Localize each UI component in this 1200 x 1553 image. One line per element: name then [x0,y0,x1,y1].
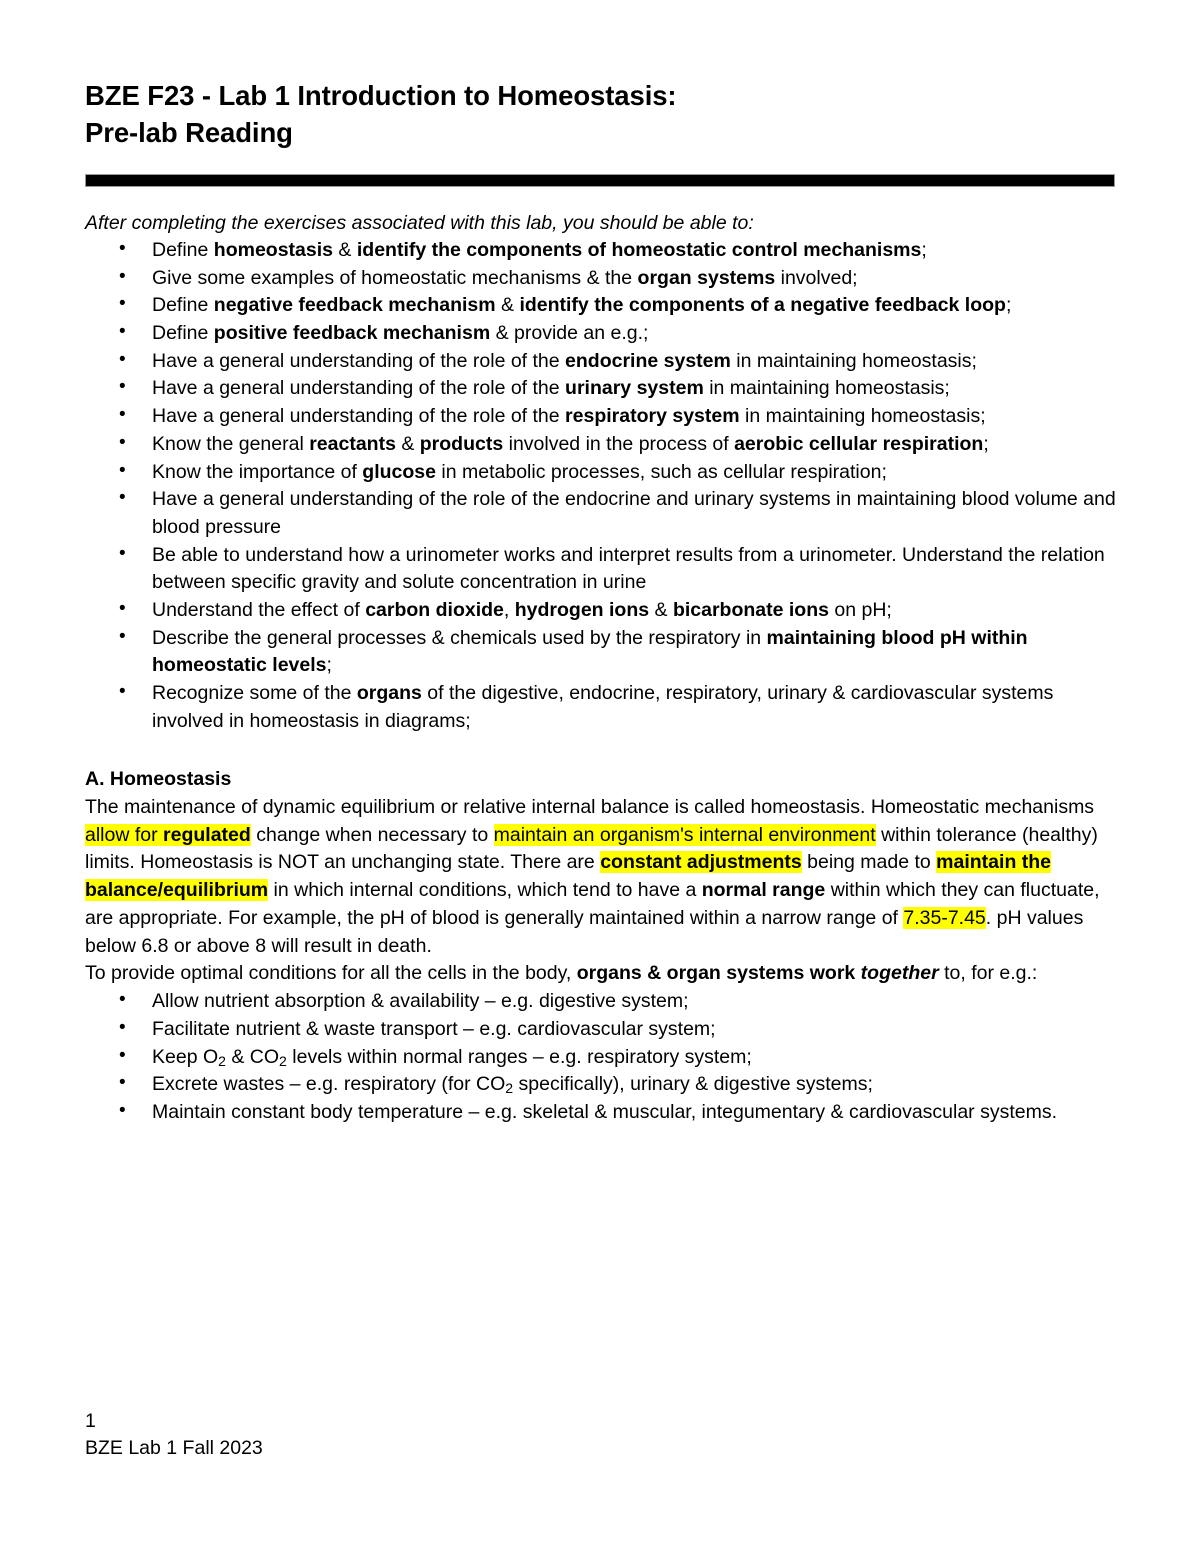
bold-text: regulated [163,823,251,846]
list-item: • Recognize some of the organs of the digestive, endocrine, respiratory, urinary & cardiovascular systems involved in homeostasis in diagrams; [85,680,1117,735]
bold-text: organ systems [637,266,776,289]
title-divider-rule [85,174,1115,187]
list-item: • Maintain constant body temperature – e.g. skeletal & muscular, integumentary & cardiovascular systems. [85,1099,1117,1127]
list-item: • Keep $O_2$ & $CO_2$ levels within normal ranges – e.g. respiratory system; [85,1044,1117,1072]
list-item: • Allow nutrient absorption & availability – e.g. digestive system; [85,988,1117,1016]
highlighted-text: allow for [85,823,164,846]
list-item: • Be able to understand how a urinometer works and interpret results from a urinometer. Understand the relation between specific gravity and solute concentration in urine [85,542,1117,597]
list-item: • Understand the effect of carbon dioxide, hydrogen ions & bicarbonate ions on pH; [85,597,1117,625]
section-a-heading: A. Homeostasis [85,768,232,791]
bold-text: urinary system [565,377,704,400]
bold-text: hydrogen ions [514,598,650,621]
organ-systems-list [85,988,1117,1126]
bold-text: carbon dioxide [365,598,504,621]
highlighted-text [163,824,251,846]
footer-doc-label: BZE Lab 1 Fall 2023 [85,1436,263,1459]
bold-text: maintain the balance/equilibrium [85,851,1052,902]
subscript-text: 2 [218,1052,226,1069]
list-item: • Define homeostasis & identify the components of homeostatic control mechanisms; [85,237,1117,265]
bold-text: identify the components of a negative feedback loop [519,294,1006,317]
footer-page-number: 1 [85,1410,96,1432]
list-item: • Describe the general processes & chemicals used by the respiratory in maintaining blood pH within homeostatic levels; [85,625,1117,680]
bold-text: respiratory system [565,405,740,428]
highlighted-text: maintain an organism's internal environment [493,823,876,846]
bold-text: aerobic cellular respiration [734,432,984,455]
bold-text: products [419,432,504,455]
highlighted-text [600,851,802,873]
bold-italic-text: together [860,962,939,985]
title-line-1: BZE F23 - Lab 1 Introduction to Homeostasis: [85,80,677,111]
subscript-text: 2 [505,1080,514,1097]
list-item: • Have a general understanding of the role of the endocrine system in maintaining homeostasis; [85,348,1117,376]
page-content [85,78,1117,1127]
section-a-paragraph-1: The maintenance of dynamic equilibrium or relative internal balance is called homeostasis. Homeostatic mechanisms allow for regulated change when necessary to maintain an organism's internal environment within tolerance (healthy) limits. Homeostasis is NOT an unchanging state. There are constant adjustments being made to maintain the balance/equilibrium in which internal conditions, which tend to have a normal range within which they can fluctuate, are appropriate. For example, the pH of blood is generally maintained within a narrow range of 7.35-7.45. pH values below 6.8 or above 8 will result in death. [85,795,1100,957]
list-item: • Have a general understanding of the role of the urinary system in maintaining homeostasis; [85,375,1117,403]
bold-text: homeostasis [213,239,334,262]
highlighted-text: 7.35-7.45 [903,906,986,929]
list-item: • Have a general understanding of the role of the endocrine and urinary systems in maintaining blood volume and blood pressure [85,486,1117,541]
list-item: • Define positive feedback mechanism & provide an e.g.; [85,320,1117,348]
list-item: • Have a general understanding of the role of the respiratory system in maintaining homeostasis; [85,403,1117,431]
highlighted-text [85,851,1051,901]
list-item: • Give some examples of homeostatic mechanisms & the organ systems involved; [85,265,1117,293]
list-item: • Facilitate nutrient & waste transport – e.g. cardiovascular system; [85,1016,1117,1044]
bold-text: organs & organ systems work [576,962,861,985]
bold-text: organs [356,682,422,705]
objectives-list [85,237,1117,735]
title-line-2: Pre-lab Reading [85,116,293,148]
page-title [85,78,1117,151]
bold-text: normal range [701,879,826,902]
bold-text: endocrine system [565,349,731,372]
bold-text: negative feedback mechanism [213,294,496,317]
list-item: • Define negative feedback mechanism & identify the components of a negative feedback loop; [85,292,1117,320]
bold-text: identify the components of homeostatic control mechanisms [356,239,922,262]
bold-text: constant adjustments [600,851,802,874]
bold-text: maintaining blood pH within homeostatic levels [152,626,1028,677]
subscript-text: 2 [279,1052,287,1069]
bold-text: reactants [309,432,396,455]
list-item: • Excrete wastes – e.g. respiratory (for $CO_2$ specifically), urinary & digestive systems; [85,1071,1117,1099]
section-a-paragraph-2: To provide optimal conditions for all the cells in the body, organs & organ systems work together to, for e.g.: [85,962,1038,985]
intro-text: After completing the exercises associated with this lab, you should be able to: [85,212,754,235]
list-item: • Know the general reactants & products involved in the process of aerobic cellular respiration; [85,431,1117,459]
page-footer [85,1408,263,1461]
bold-text: glucose [362,460,436,483]
bold-text: positive feedback mechanism [213,322,491,345]
bold-text: bicarbonate ions [672,598,829,621]
list-item: • Know the importance of glucose in metabolic processes, such as cellular respiration; [85,459,1117,487]
